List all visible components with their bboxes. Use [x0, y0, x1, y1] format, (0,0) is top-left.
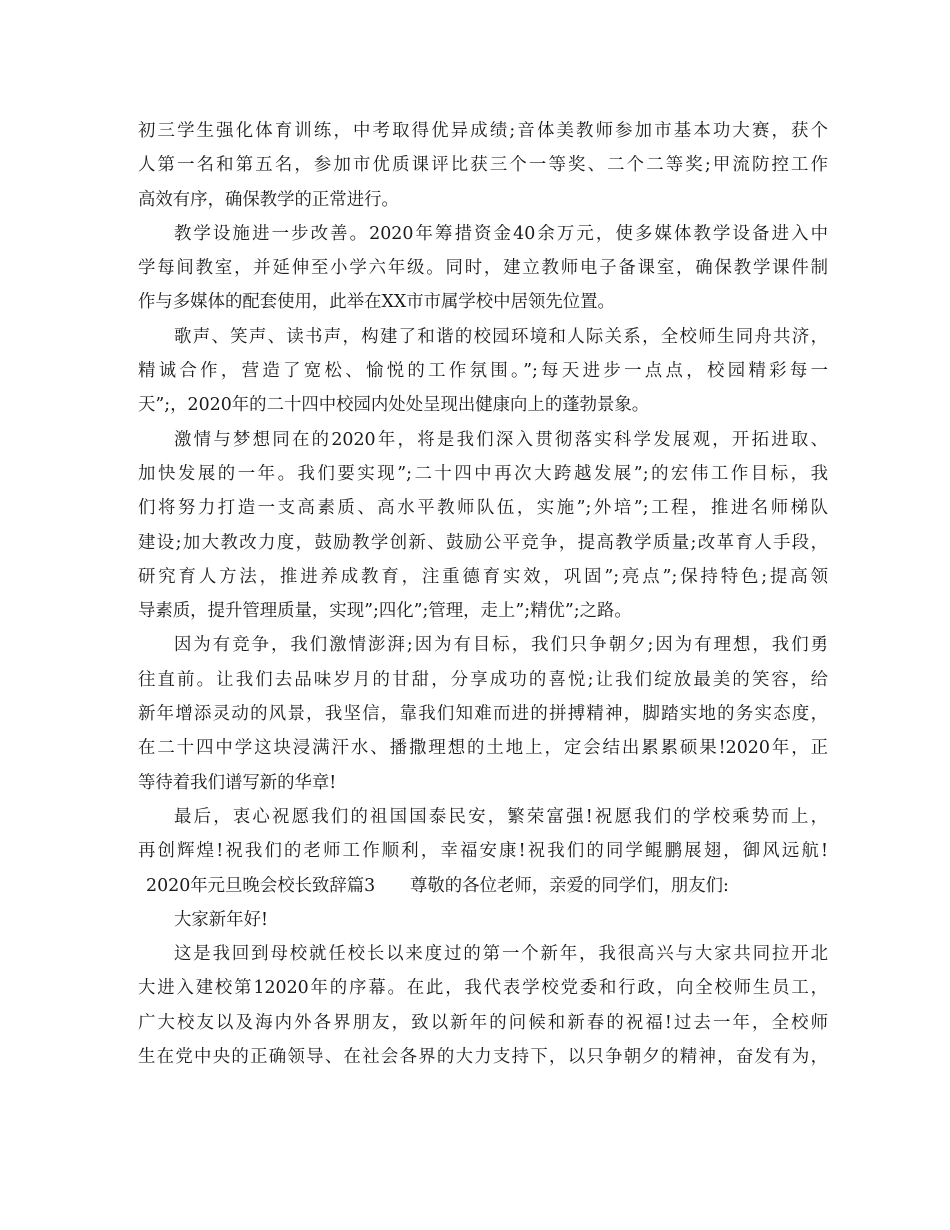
section-heading-line: 2020年元旦晚会校长致辞篇3 尊敬的各位老师，亲爱的同学们，朋友们:: [146, 875, 729, 896]
text-line: 作与多媒体的配套使用，此举在XX市市属学校中居领先位置。: [138, 292, 615, 313]
text-line: 新年增添灵动的风景，我坚信，靠我们知难而进的拼搏精神，脚踏实地的务实态度，: [138, 704, 828, 725]
text-line: 们将努力打造一支高素质、高水平教师队伍，实施”;外培”;工程，推进名师梯队: [138, 498, 828, 519]
text-line: 大进入建校第12020年的序幕。在此，我代表学校党委和行政，向全校师生员工，: [138, 978, 828, 999]
text-line: 最后，衷心祝愿我们的祖国国泰民安，繁荣富强!祝愿我们的学校乘势而上，: [174, 806, 828, 827]
text-line: 精诚合作，营造了宽松、愉悦的工作氛围。”;每天进步一点点，校园精彩每一: [138, 361, 828, 382]
text-line: 大家新年好!: [174, 909, 268, 930]
text-line: 天”;，2020年的二十四中校园内处处呈现出健康向上的蓬勃景象。: [138, 395, 650, 416]
text-line: 研究育人方法，推进养成教育，注重德育实效，巩固”;亮点”;保持特色;提高领: [138, 566, 828, 587]
document-body: [138, 114, 828, 1074]
text-line: 人第一名和第五名，参加市优质课评比获三个一等奖、二个二等奖;甲流防控工作: [138, 155, 828, 176]
text-line: 等待着我们谱写新的华章!: [138, 772, 337, 793]
text-line: 往直前。让我们去品味岁月的甘甜，分享成功的喜悦;让我们绽放最美的笑容，给: [138, 669, 828, 690]
text-line: 再创辉煌!祝我们的老师工作顺利，幸福安康!祝我们的同学鲲鹏展翅，御风远航!: [138, 841, 828, 862]
text-line: 因为有竞争，我们激情澎湃;因为有目标，我们只争朝夕;因为有理想，我们勇: [174, 635, 828, 656]
text-line: 高效有序，确保教学的正常进行。: [138, 189, 399, 210]
text-line: 激情与梦想同在的2020年，将是我们深入贯彻落实科学发展观，开拓进取、: [174, 429, 828, 450]
text-line: 歌声、笑声、读书声，构建了和谐的校园环境和人际关系，全校师生同舟共济，: [174, 326, 828, 347]
text-line: 教学设施进一步改善。2020年筹措资金40余万元，使多媒体教学设备进入中: [174, 223, 828, 244]
text-line: 这是我回到母校就任校长以来度过的第一个新年，我很高兴与大家共同拉开北: [174, 944, 828, 965]
text-line: 生在党中央的正确领导、在社会各界的大力支持下，以只争朝夕的精神，奋发有为，: [138, 1047, 828, 1068]
text-line: 初三学生强化体育训练，中考取得优异成绩;音体美教师参加市基本功大赛，获个: [138, 121, 828, 141]
text-line: 建设;加大教改力度，鼓励教学创新、鼓励公平竞争，提高教学质量;改革育人手段，: [138, 532, 828, 553]
text-line: 加快发展的一年。我们要实现”;二十四中再次大跨越发展”;的宏伟工作目标，我: [138, 463, 828, 484]
text-line: 在二十四中学这块浸满汗水、播撒理想的土地上，定会结出累累硕果!2020年，正: [138, 738, 828, 759]
text-line: 导素质，提升管理质量，实现”;四化”;管理，走上”;精优”;之路。: [138, 601, 632, 622]
text-line: 学每间教室，并延伸至小学六年级。同时，建立教师电子备课室，确保教学课件制: [138, 258, 828, 279]
text-line: 广大校友以及海内外各界朋友，致以新年的问候和新春的祝福!过去一年，全校师: [138, 1012, 828, 1033]
